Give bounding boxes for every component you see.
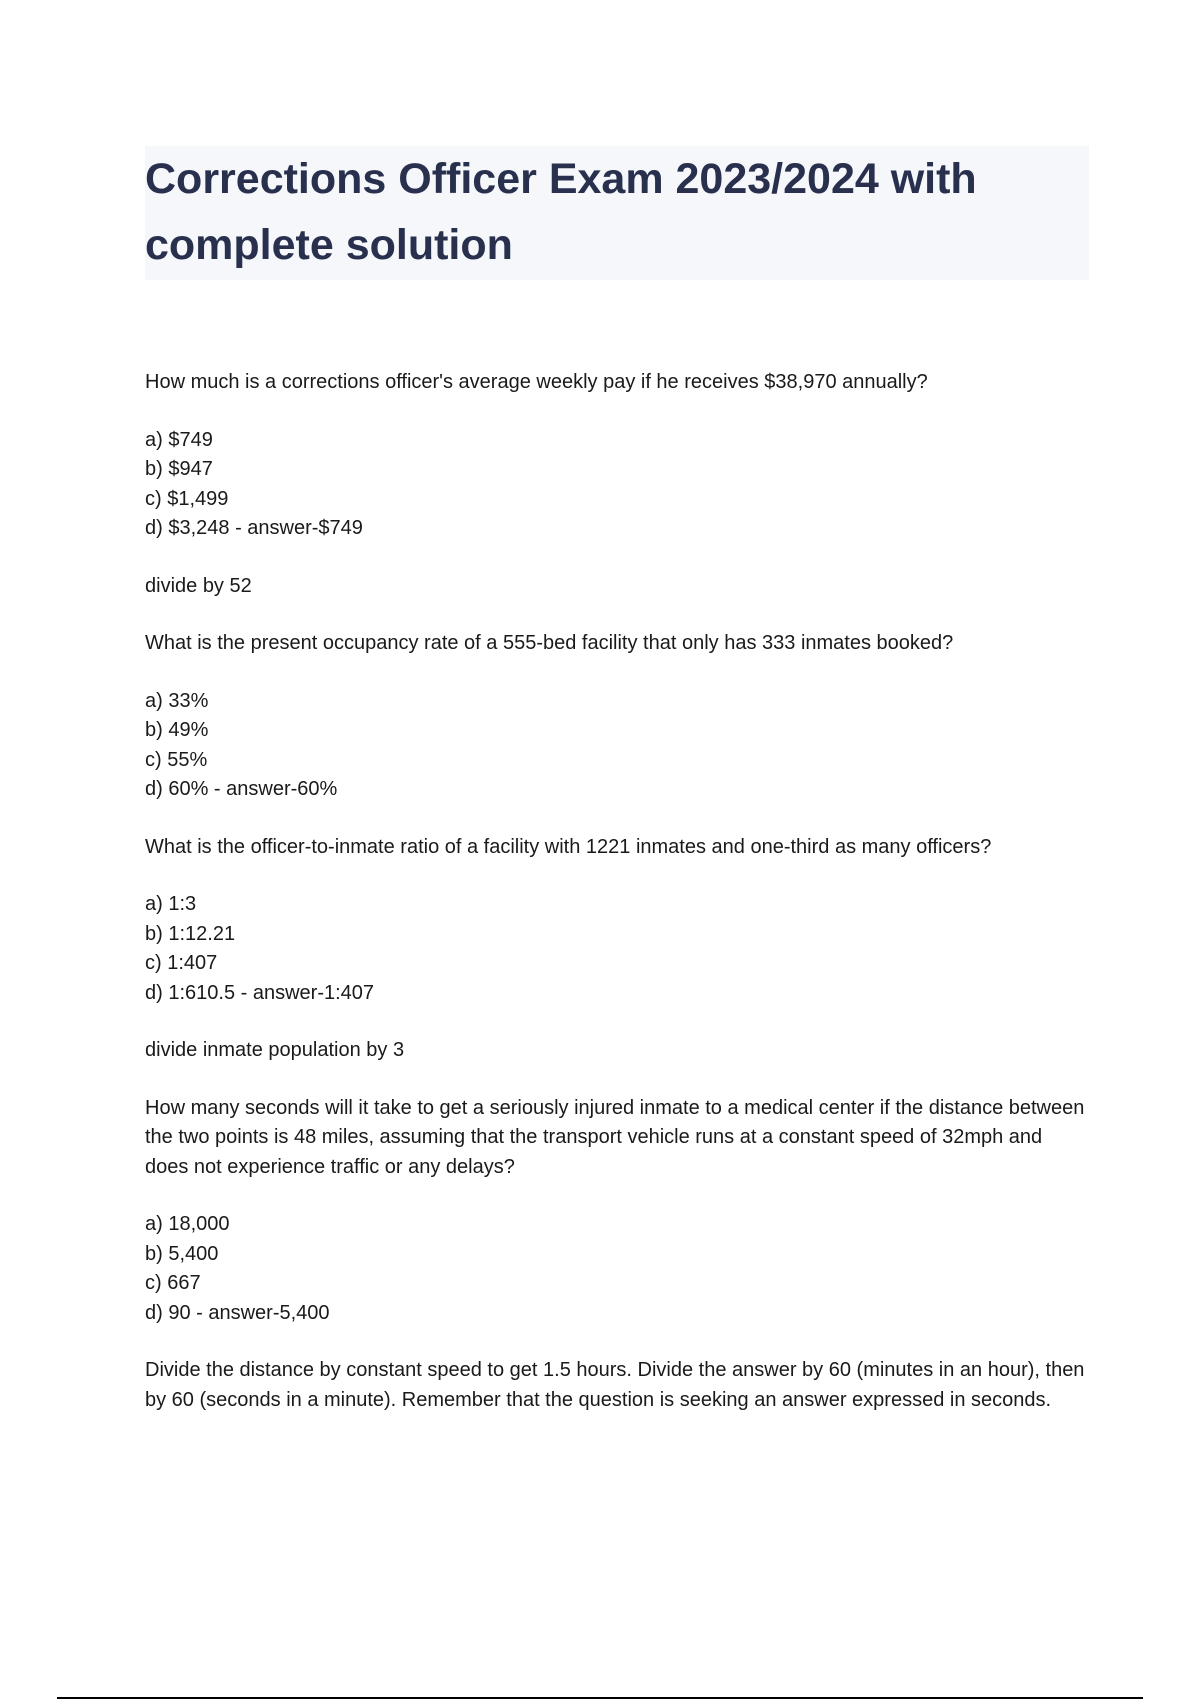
answer-option: b) 5,400 [145,1242,219,1265]
answer-option: b) $947 [145,458,213,480]
answer-option: d) $3,248 - answer-$749 [145,517,363,539]
answer-option: b) 1:12.21 [145,922,236,945]
answer-option: d) 60% - answer-60% [145,778,338,800]
answer-options [145,426,1085,544]
page-bottom-rule [57,1697,1143,1699]
answer-option: a) 33% [145,689,209,712]
title-banner [145,146,1089,280]
answer-option: a) 18,000 [145,1213,230,1235]
document-body [145,368,1085,1443]
question-text: What is the present occupancy rate of a 555-bed facility that only has 333 inmates booked? [145,632,954,654]
question-text: How many seconds will it take to get a seriously injured inmate to a medical center if the distance between the two points is 48 miles, assuming that the transport vehicle runs at a constant speed of 32mph and does not experience traffic or any delays? [145,1096,1085,1178]
answer-options [145,1210,1085,1328]
answer-option: c) 55% [145,748,208,771]
solution-note: divide inmate population by 3 [145,1039,405,1061]
answer-options [145,687,1085,805]
answer-options [145,890,1085,1008]
answer-option: d) 1:610.5 - answer-1:407 [145,981,375,1004]
answer-option: b) 49% [145,719,209,741]
question-text: What is the officer-to-inmate ratio of a facility with 1221 inmates and one-third as many officers? [145,835,992,858]
answer-option: d) 90 - answer-5,400 [145,1301,330,1324]
solution-note: Divide the distance by constant speed to get 1.5 hours. Divide the answer by 60 (minutes in an hour), then by 60 (seconds in a minute). Remember that the question is seeking an answer expressed in seconds. [145,1359,1085,1411]
answer-option: c) $1,499 [145,487,229,510]
question-text: How much is a corrections officer's average weekly pay if he receives $38,970 annually? [145,371,928,393]
answer-option: c) 667 [145,1272,201,1294]
answer-option: c) 1:407 [145,952,218,974]
answer-option: a) $749 [145,428,213,451]
solution-note: divide by 52 [145,574,252,597]
document-title: Corrections Officer Exam 2023/2024 with complete solution [145,155,977,269]
answer-option: a) 1:3 [145,893,197,915]
